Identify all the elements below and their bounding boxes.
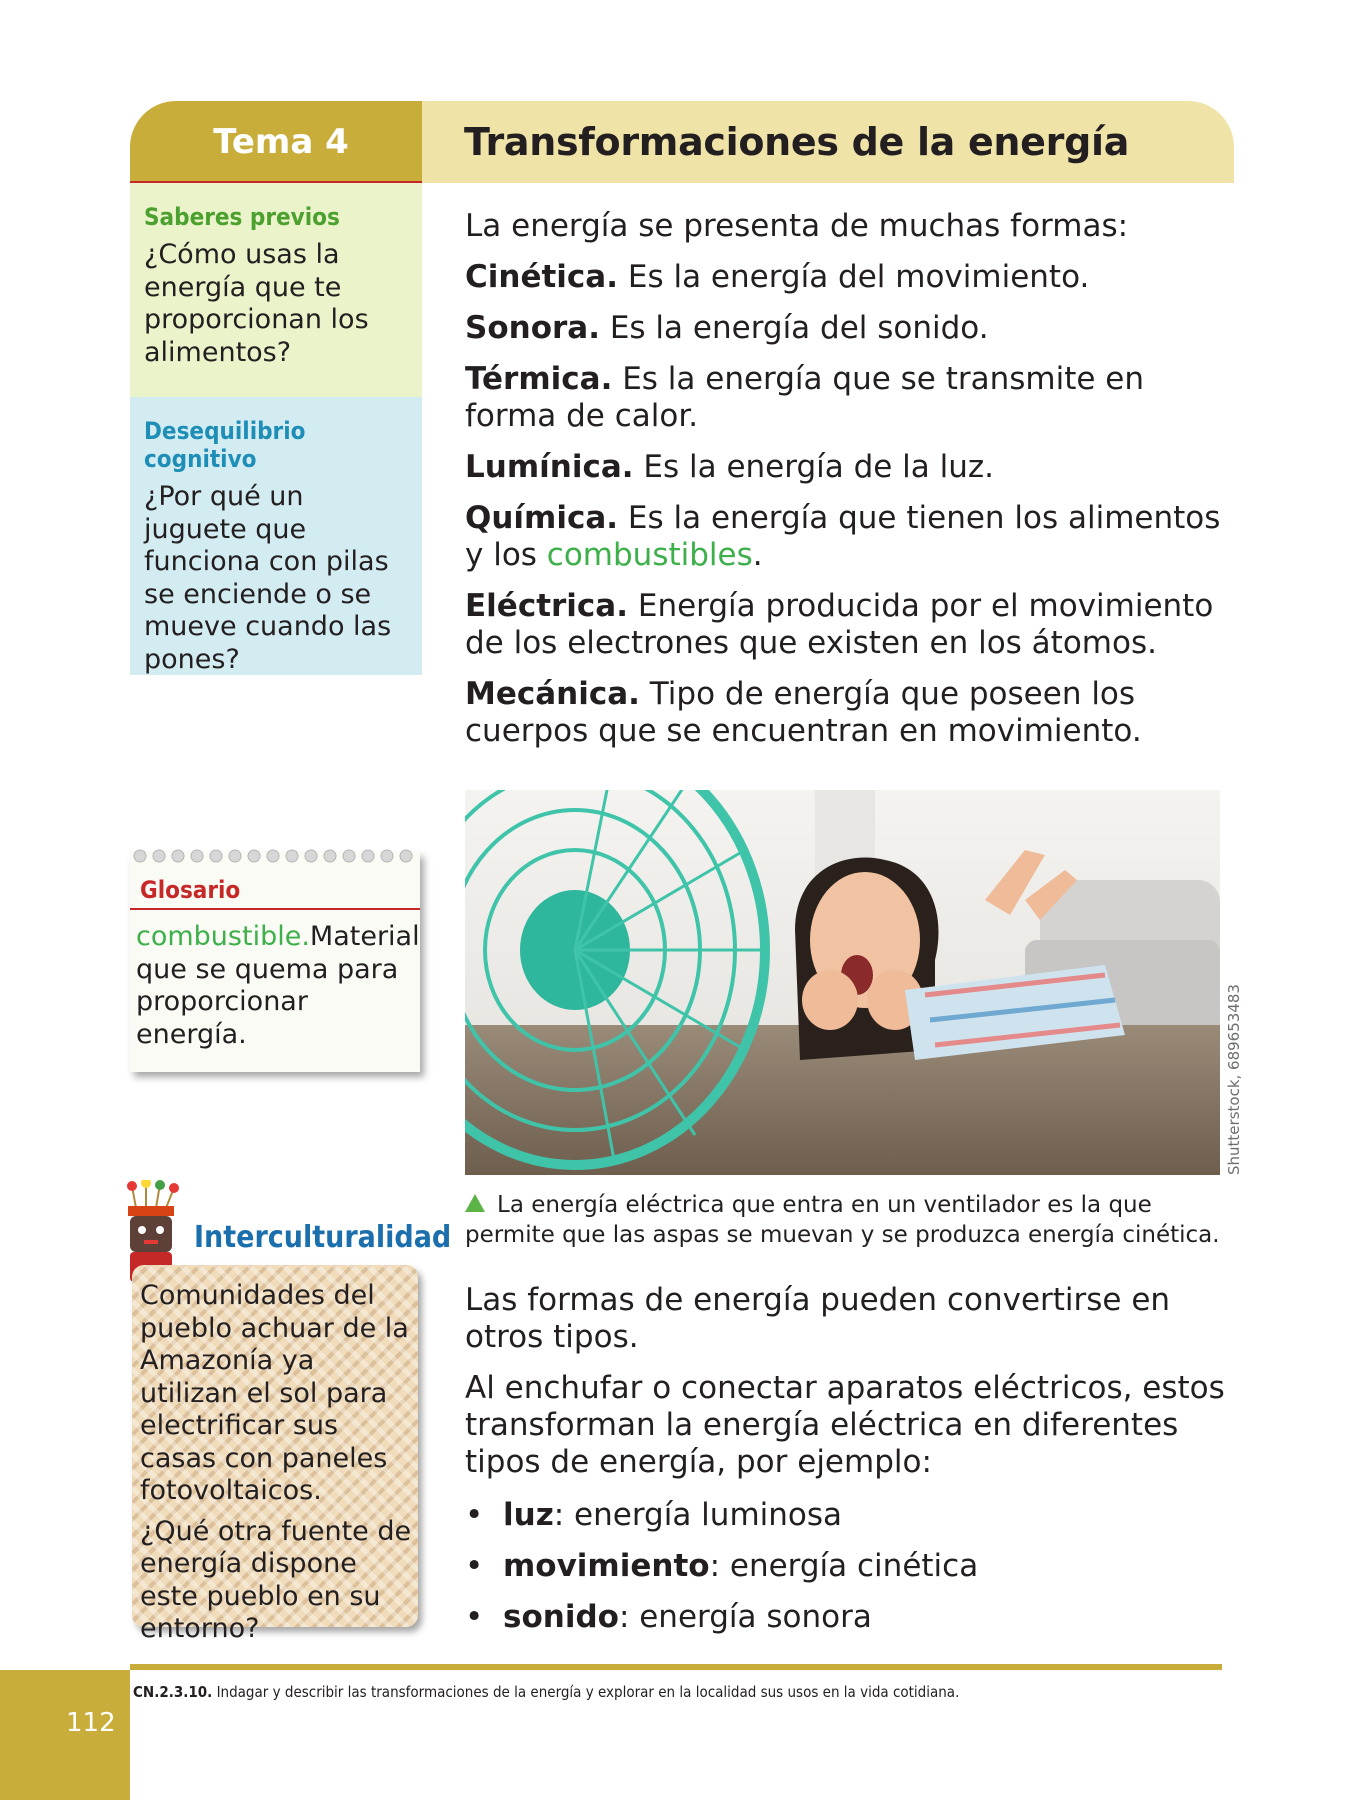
triangle-marker-icon — [465, 1194, 485, 1212]
form-quimica — [465, 500, 1235, 574]
bullet-icon: • — [465, 1548, 484, 1584]
form-term: Química. — [465, 500, 619, 536]
form-term: Sonora. — [465, 310, 600, 346]
form-electrica — [465, 588, 1235, 662]
list-term: movimiento — [503, 1548, 710, 1584]
form-text: Es la energía del movimiento. — [627, 259, 1090, 295]
tema-label-box — [130, 101, 422, 183]
form-mecanica — [465, 676, 1235, 750]
combustibles-glossary-link[interactable]: combustibles — [546, 537, 753, 573]
standard-text: Indagar y describir las transformaciones de la energía y explorar en la localidad sus usos en la vida cotidiana. — [216, 1683, 960, 1701]
glossary-title: Glosario — [140, 876, 241, 904]
footer-divider — [130, 1664, 1222, 1670]
list-text: : energía cinética — [709, 1548, 979, 1584]
transformations-section — [465, 1282, 1235, 1481]
energy-examples-list — [465, 1490, 978, 1643]
caption-text: La energía eléctrica que entra en un ventilador es la que permite que las aspas se muevan y se produzca energía cinética. — [465, 1192, 1220, 1248]
page-title: Transformaciones de la energía — [464, 120, 1130, 164]
tema-label: Tema 4 — [213, 122, 349, 162]
form-term: Eléctrica. — [465, 588, 629, 624]
interculturalidad-title: Interculturalidad — [194, 1220, 452, 1255]
transform-text-2: Al enchufar o conectar aparatos eléctricos, estos transforman la energía eléctrica en diferentes tipos de energía, por ejemplo: — [465, 1370, 1225, 1480]
standard-code: CN.2.3.10. — [133, 1683, 213, 1701]
form-term: Lumínica. — [465, 449, 634, 485]
list-item — [465, 1541, 978, 1592]
form-cinetica — [465, 259, 1235, 296]
glossary-divider — [130, 908, 420, 910]
form-text: Tipo de energía que poseen los cuerpos que se encuentran en movimiento. — [465, 676, 1142, 749]
photo-illustration — [465, 790, 1220, 1175]
interculturalidad-text-2: ¿Qué otra fuente de energía dispone este pueblo en su entorno? — [140, 1515, 412, 1644]
photo-caption — [465, 1190, 1245, 1250]
list-text: : energía sonora — [618, 1599, 872, 1635]
form-sonora — [465, 310, 1235, 347]
form-text: Es la energía del sonido. — [609, 310, 989, 346]
curriculum-standard — [133, 1683, 959, 1701]
list-item — [465, 1490, 978, 1541]
notepad-binding-rings — [130, 848, 422, 864]
energy-forms-section — [465, 208, 1235, 750]
form-term: Cinética. — [465, 259, 618, 295]
interculturalidad-body — [140, 1280, 420, 1654]
desequilibrio-text: ¿Por qué un juguete que funciona con pilas se enciende o se mueve cuando las pones? — [144, 481, 392, 675]
list-text: : energía luminosa — [553, 1497, 843, 1533]
list-term: luz — [503, 1497, 554, 1533]
saberes-previos-title: Saberes previos — [144, 203, 340, 231]
saberes-previos-box — [130, 183, 422, 397]
form-term: Térmica. — [465, 361, 613, 397]
form-text: Energía producida por el movimiento de los electrones que existen en los átomos. — [465, 588, 1214, 661]
glossary-entry — [136, 921, 418, 1051]
form-term: Mecánica. — [465, 676, 640, 712]
form-text: Es la energía que se transmite en forma de calor. — [465, 361, 1145, 434]
desequilibrio-title: Desequilibrio cognitivo — [144, 417, 306, 473]
page-number: 112 — [66, 1708, 116, 1738]
bullet-icon: • — [465, 1599, 484, 1635]
saberes-previos-text: ¿Cómo usas la energía que te proporcionan los alimentos? — [144, 239, 369, 368]
bullet-icon: • — [465, 1497, 484, 1533]
page-title-box — [422, 101, 1234, 183]
form-punct: . — [752, 537, 763, 573]
glossary-definition: Material que se quema para proporcionar energía. — [136, 921, 420, 1050]
photo-credit: Shutterstock, 689653483 — [1225, 984, 1243, 1175]
interculturalidad-text-1: Comunidades del pueblo achuar de la Amazonía ya utilizan el sol para electrificar sus casas con paneles fotovoltaicos. — [140, 1280, 409, 1506]
form-text: Es la energía que tienen los alimentos y los — [465, 500, 1221, 573]
desequilibrio-box — [130, 397, 422, 675]
list-term: sonido — [503, 1599, 619, 1635]
fan-girl-photo — [465, 790, 1220, 1175]
form-termica — [465, 361, 1235, 435]
transform-text-1: Las formas de energía pueden convertirse en otros tipos. — [465, 1282, 1171, 1355]
intro-text: La energía se presenta de muchas formas: — [465, 208, 1129, 244]
list-item — [465, 1592, 978, 1643]
form-text: Es la energía de la luz. — [643, 449, 995, 485]
glossary-term: combustible. — [136, 921, 310, 952]
form-luminica — [465, 449, 1235, 486]
